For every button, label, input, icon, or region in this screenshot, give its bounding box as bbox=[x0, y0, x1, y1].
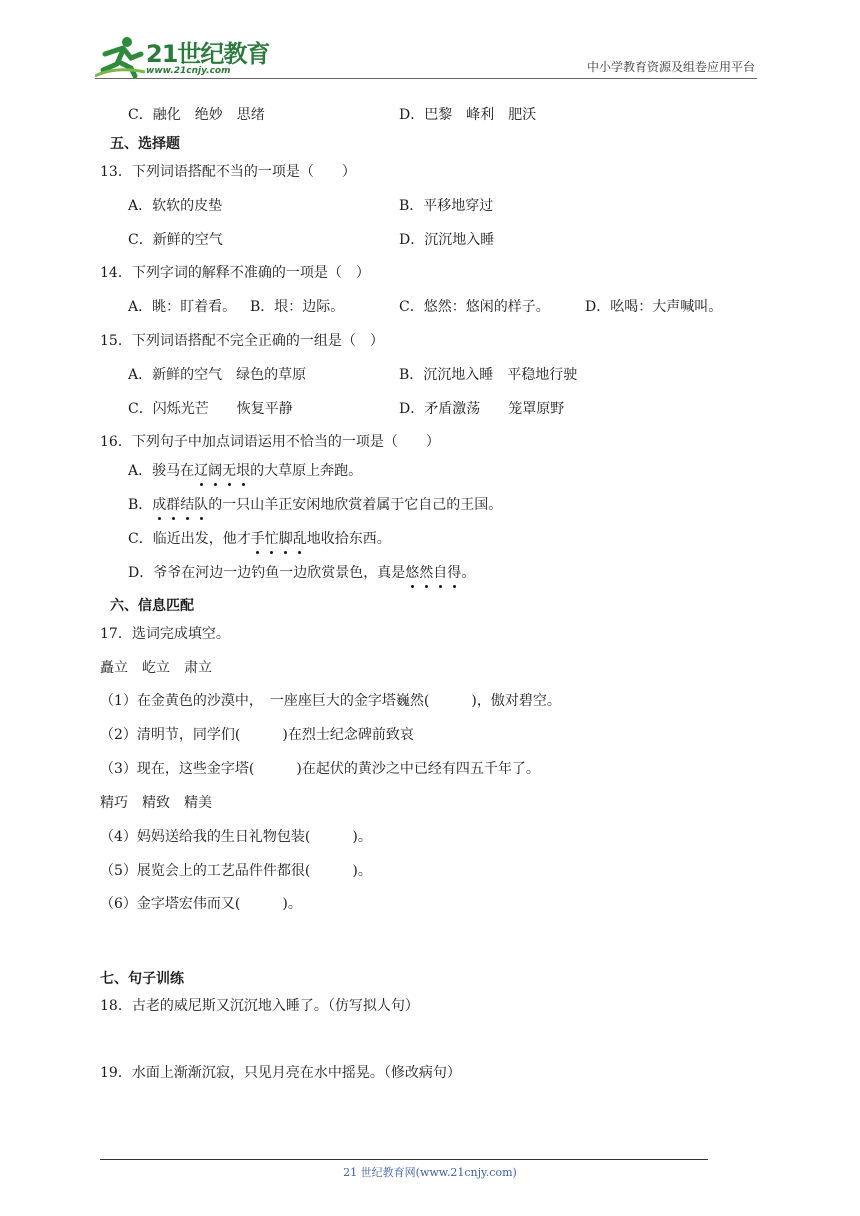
emphasis-dot-char: 阔 bbox=[208, 463, 223, 479]
option-text: 地收拾东西。 bbox=[306, 531, 391, 547]
section-7-heading: 七、句子训练 bbox=[100, 971, 184, 987]
q15-stem: 15．下列词语搭配不完全正确的一组是（ ） bbox=[100, 333, 384, 349]
emphasis-dot-char: 乱 bbox=[292, 531, 307, 547]
q17-word-bank-2: 精巧 精致 精美 bbox=[100, 795, 212, 811]
q15-option-c: C．闪烁光芒 恢复平静 bbox=[128, 401, 293, 417]
dotted-phrase bbox=[405, 565, 461, 581]
platform-name: 中小学教育资源及组卷应用平台 bbox=[586, 60, 755, 74]
emphasis-dot-char: 垠 bbox=[236, 463, 251, 479]
q13-option-b: B．平移地穿过 bbox=[399, 198, 494, 214]
emphasis-dot-char: 悠 bbox=[405, 565, 420, 581]
q16-option-b bbox=[128, 496, 502, 514]
option-text: 。 bbox=[461, 565, 476, 581]
option-text: A．骏马在 bbox=[128, 463, 195, 479]
emphasis-dot-char: 队 bbox=[194, 497, 209, 513]
q14-option-a: A．眺：盯着看。 bbox=[128, 299, 237, 315]
q14-option-b: B．垠：边际。 bbox=[250, 299, 345, 315]
q12-option-d: D．巴黎 峰利 肥沃 bbox=[399, 107, 537, 123]
q14-stem: 14．下列字词的解释不准确的一项是（ ） bbox=[100, 265, 370, 281]
q17-word-bank-1: 矗立 屹立 肃立 bbox=[100, 660, 212, 676]
logo-text: 21世纪教育 bbox=[146, 40, 270, 68]
emphasis-dot-char: 手 bbox=[250, 531, 265, 547]
option-text: D．爷爷在河边一边钓鱼一边欣赏景色，真是 bbox=[128, 565, 406, 581]
runner-logo-icon bbox=[95, 36, 147, 78]
dotted-phrase bbox=[152, 497, 208, 513]
q15-option-b: B．沉沉地入睡 平稳地行驶 bbox=[399, 367, 578, 383]
emphasis-dot-char: 自 bbox=[433, 565, 448, 581]
q13-option-d: D．沉沉地入睡 bbox=[399, 232, 495, 248]
emphasis-dot-char: 无 bbox=[222, 463, 237, 479]
option-text: 的一只山羊正安闲地欣赏着属于它自己的王国。 bbox=[208, 497, 503, 513]
q13-option-c: C．新鲜的空气 bbox=[128, 232, 223, 248]
q13-option-a: A．软软的皮垫 bbox=[128, 198, 223, 214]
emphasis-dot-char: 然 bbox=[419, 565, 434, 581]
emphasis-dot-char: 脚 bbox=[278, 531, 293, 547]
emphasis-dot-char: 结 bbox=[180, 497, 195, 513]
q17-sentence-1: （1）在金黄色的沙漠中， 一座座巨大的金字塔巍然( )，傲对碧空。 bbox=[100, 693, 561, 709]
q16-stem: 16．下列句子中加点词语运用不恰当的一项是（ ） bbox=[100, 434, 440, 450]
q15-option-a: A．新鲜的空气 绿色的草原 bbox=[128, 367, 307, 383]
dotted-phrase bbox=[194, 463, 250, 479]
emphasis-dot-char: 忙 bbox=[264, 531, 279, 547]
q17-sentence-3: （3）现在，这些金字塔( )在起伏的黄沙之中已经有四五千年了。 bbox=[100, 761, 540, 777]
q14-option-c: C．悠然：悠闲的样子。 bbox=[399, 299, 550, 315]
header-divider bbox=[95, 78, 757, 79]
footer-divider bbox=[100, 1159, 708, 1160]
q14-option-d: D．吆喝：大声喊叫。 bbox=[585, 299, 723, 315]
q17-sentence-2: （2）清明节，同学们( )在烈士纪念碑前致哀 bbox=[100, 727, 414, 743]
q16-option-c bbox=[128, 530, 391, 548]
q13-stem: 13．下列词语搭配不当的一项是（ ） bbox=[100, 164, 356, 180]
footer-text: 21 世纪教育网(www.21cnjy.com) bbox=[343, 1166, 517, 1179]
q17-stem: 17．选词完成填空。 bbox=[100, 626, 230, 642]
q17-sentence-4: （4）妈妈送给我的生日礼物包装( )。 bbox=[100, 829, 372, 845]
dotted-phrase bbox=[251, 531, 307, 547]
section-5-heading: 五、选择题 bbox=[110, 136, 180, 152]
emphasis-dot-char: 群 bbox=[166, 497, 181, 513]
q17-sentence-5: （5）展览会上的工艺品件件都很( )。 bbox=[100, 863, 372, 879]
emphasis-dot-char: 辽 bbox=[194, 463, 209, 479]
option-text: C．临近出发，他才 bbox=[128, 531, 251, 547]
emphasis-dot-char: 得 bbox=[447, 565, 462, 581]
q18-stem: 18．古老的威尼斯又沉沉地入睡了。（仿写拟人句） bbox=[100, 998, 419, 1014]
q12-option-c: C．融化 绝妙 思绪 bbox=[128, 107, 265, 123]
q19-stem: 19．水面上渐渐沉寂，只见月亮在水中摇晃。（修改病句） bbox=[100, 1065, 461, 1081]
section-6-heading: 六、信息匹配 bbox=[110, 598, 194, 614]
logo-url: www.21cnjy.com bbox=[146, 66, 231, 76]
q16-option-a bbox=[128, 462, 362, 480]
q17-sentence-6: （6）金字塔宏伟而又( )。 bbox=[100, 896, 302, 912]
q16-option-d bbox=[128, 564, 475, 582]
option-text: 的大草原上奔跑。 bbox=[250, 463, 363, 479]
q15-option-d: D．矛盾激荡 笼罩原野 bbox=[399, 401, 565, 417]
emphasis-dot-char: 成 bbox=[152, 497, 167, 513]
option-text: B． bbox=[128, 497, 153, 513]
